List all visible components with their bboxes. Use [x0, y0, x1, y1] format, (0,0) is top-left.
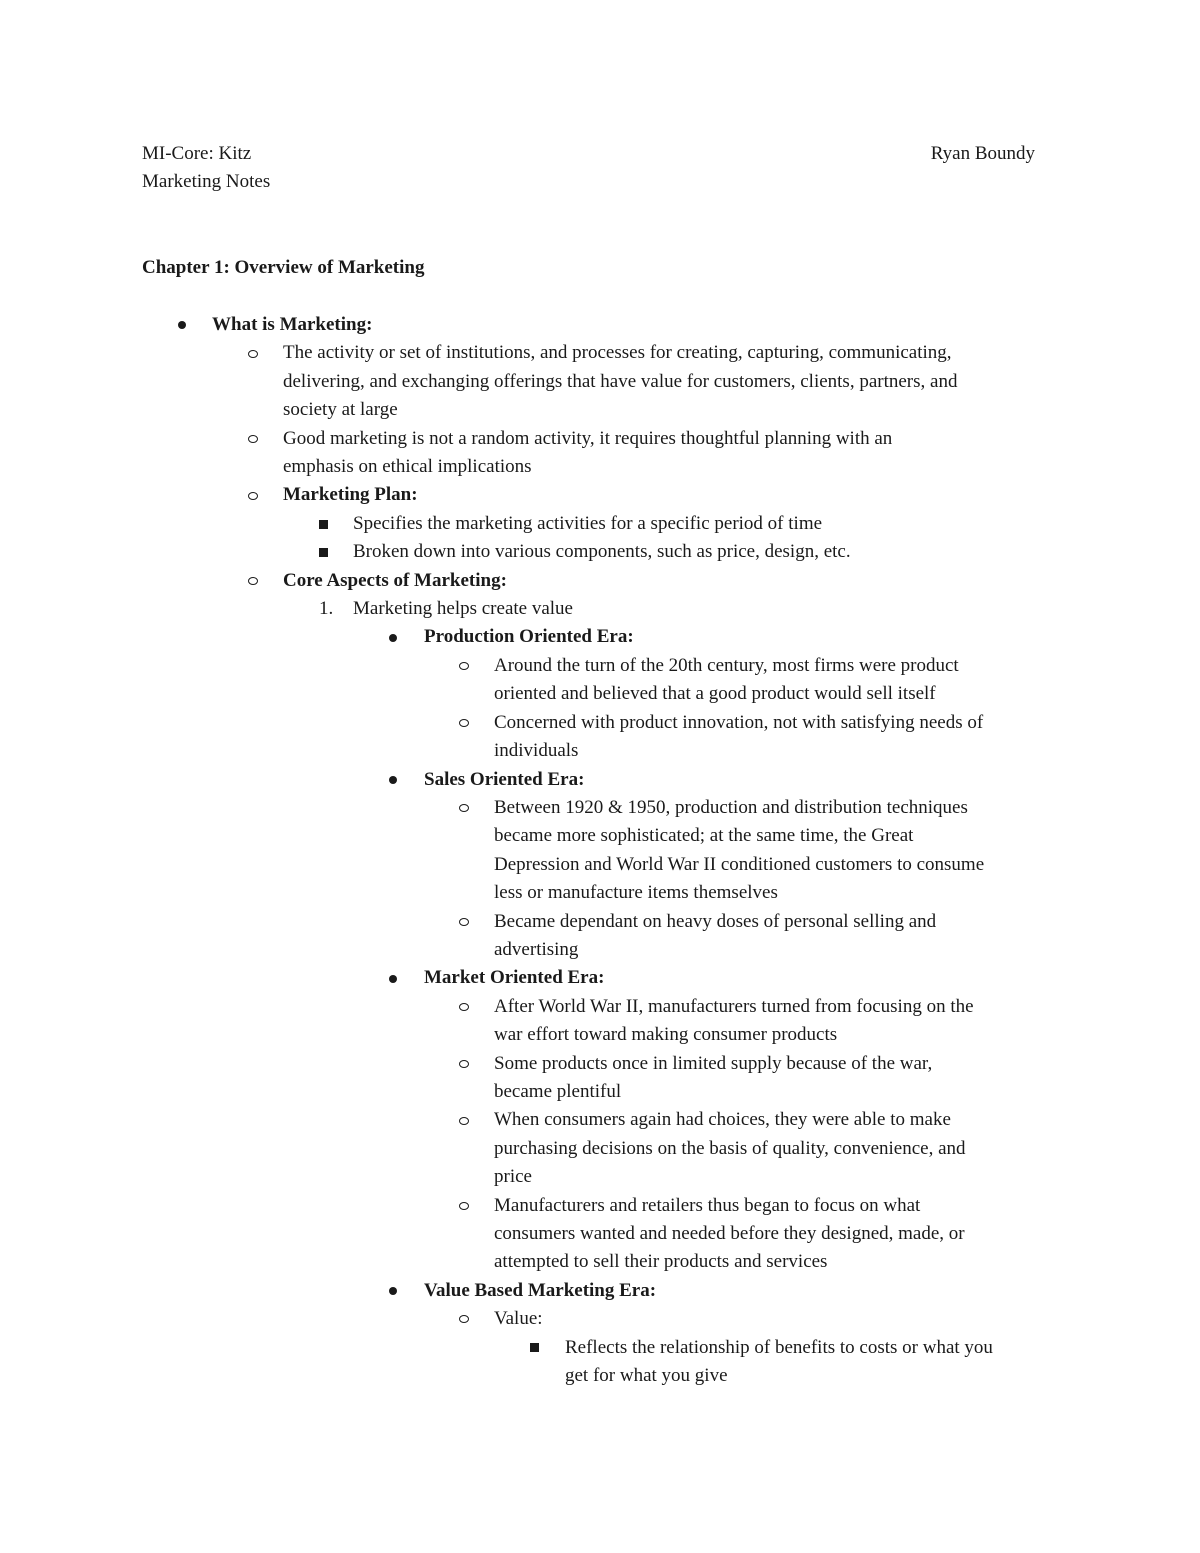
text-line: Value:: [494, 1308, 543, 1330]
list-item: [0, 794, 1200, 908]
bullet-dot-icon: [389, 776, 397, 784]
bullet-dot-icon: [389, 634, 397, 642]
list-item: [0, 964, 1200, 992]
bullet-circle-icon: [248, 435, 258, 443]
text-line: Marketing helps create value: [353, 598, 573, 620]
text-line: less or manufacture items themselves: [494, 882, 778, 904]
list-item: [0, 652, 1200, 709]
list-item: [0, 709, 1200, 766]
bullet-square-icon: [319, 520, 328, 529]
text-line: war effort toward making consumer products: [494, 1024, 838, 1046]
text-line: advertising: [494, 938, 579, 960]
text-line: get for what you give: [565, 1365, 728, 1387]
list-item: [0, 538, 1200, 566]
list-item: [0, 908, 1200, 965]
era-heading: Value Based Marketing Era:: [424, 1279, 657, 1301]
text-line: emphasis on ethical implications: [283, 456, 532, 478]
bullet-dot-icon: [389, 1287, 397, 1295]
list-item: [0, 481, 1200, 509]
text-line: Between 1920 & 1950, production and distribution techniques: [494, 796, 968, 818]
list-item: [0, 595, 1200, 623]
author-name: Ryan Boundy: [930, 143, 1035, 164]
text-line: Concerned with product innovation, not with satisfying needs of: [494, 711, 984, 733]
text-line: delivering, and exchanging offerings that have value for customers, clients, partners, and: [283, 370, 958, 392]
bullet-circle-icon: [459, 918, 469, 926]
list-item: [0, 567, 1200, 595]
bullet-circle-icon: [459, 804, 469, 812]
era-heading: Production Oriented Era:: [424, 626, 634, 648]
text-line: The activity or set of institutions, and processes for creating, capturing, communicating,: [283, 342, 952, 364]
text-line: Became dependant on heavy doses of personal selling and: [494, 910, 937, 932]
bullet-circle-icon: [459, 719, 469, 727]
era-heading: Market Oriented Era:: [424, 967, 605, 989]
list-item: [0, 766, 1200, 794]
text-line: When consumers again had choices, they were able to make: [494, 1109, 951, 1131]
text-line: became plentiful: [494, 1080, 622, 1102]
text-line: attempted to sell their products and services: [494, 1251, 828, 1273]
list-item: [0, 339, 1200, 424]
list-item: [0, 993, 1200, 1050]
list-item: [0, 425, 1200, 482]
text-line: Depression and World War II conditioned customers to consume: [494, 853, 985, 875]
text-line: price: [494, 1166, 532, 1188]
notes-outline: [0, 311, 1200, 1390]
list-number: 1.: [319, 598, 334, 620]
bullet-square-icon: [319, 548, 328, 557]
text-line: became more sophisticated; at the same time, the Great: [494, 825, 914, 847]
bullet-circle-icon: [459, 1202, 469, 1210]
course-name: MI-Core: Kitz: [142, 143, 252, 164]
bullet-circle-icon: [459, 1117, 469, 1125]
section-heading: What is Marketing:: [212, 314, 373, 335]
bullet-circle-icon: [248, 350, 258, 358]
bullet-dot-icon: [389, 975, 397, 983]
bullet-circle-icon: [459, 1003, 469, 1011]
bullet-circle-icon: [459, 1060, 469, 1068]
text-line: Around the turn of the 20th century, most firms were product: [494, 654, 959, 676]
text-line: society at large: [283, 399, 398, 421]
era-heading: Sales Oriented Era:: [424, 768, 585, 790]
bullet-circle-icon: [248, 492, 258, 500]
text-line: Reflects the relationship of benefits to costs or what you: [565, 1336, 993, 1358]
list-item: [0, 1192, 1200, 1277]
list-item: [0, 1106, 1200, 1191]
text-line: Manufacturers and retailers thus began to focus on what: [494, 1194, 921, 1216]
list-item: [0, 623, 1200, 651]
list-item: [0, 311, 1200, 339]
chapter-title: Chapter 1: Overview of Marketing: [142, 257, 425, 278]
bullet-circle-icon: [248, 577, 258, 585]
text-line: oriented and believed that a good product would sell itself: [494, 683, 936, 705]
subsection-heading: Core Aspects of Marketing:: [283, 569, 507, 591]
text-line: Good marketing is not a random activity, it requires thoughtful planning with an: [283, 427, 893, 449]
document-subtitle: Marketing Notes: [142, 171, 271, 193]
document-header: [142, 140, 1035, 197]
text-line: Some products once in limited supply because of the war,: [494, 1052, 933, 1074]
list-item: [0, 1305, 1200, 1333]
subsection-heading: Marketing Plan:: [283, 484, 418, 506]
text-line: individuals: [494, 740, 579, 762]
text-line: After World War II, manufacturers turned from focusing on the: [494, 995, 974, 1017]
list-item: [0, 1050, 1200, 1107]
text-line: Broken down into various components, such as price, design, etc.: [353, 541, 851, 563]
list-item: [0, 1277, 1200, 1305]
list-item: [0, 510, 1200, 538]
bullet-dot-icon: [178, 321, 186, 329]
text-line: Specifies the marketing activities for a specific period of time: [353, 512, 823, 534]
bullet-circle-icon: [459, 662, 469, 670]
text-line: purchasing decisions on the basis of quality, convenience, and: [494, 1137, 966, 1159]
list-item: [0, 1334, 1200, 1391]
bullet-circle-icon: [459, 1315, 469, 1323]
text-line: consumers wanted and needed before they designed, made, or: [494, 1223, 965, 1244]
bullet-square-icon: [530, 1343, 539, 1352]
